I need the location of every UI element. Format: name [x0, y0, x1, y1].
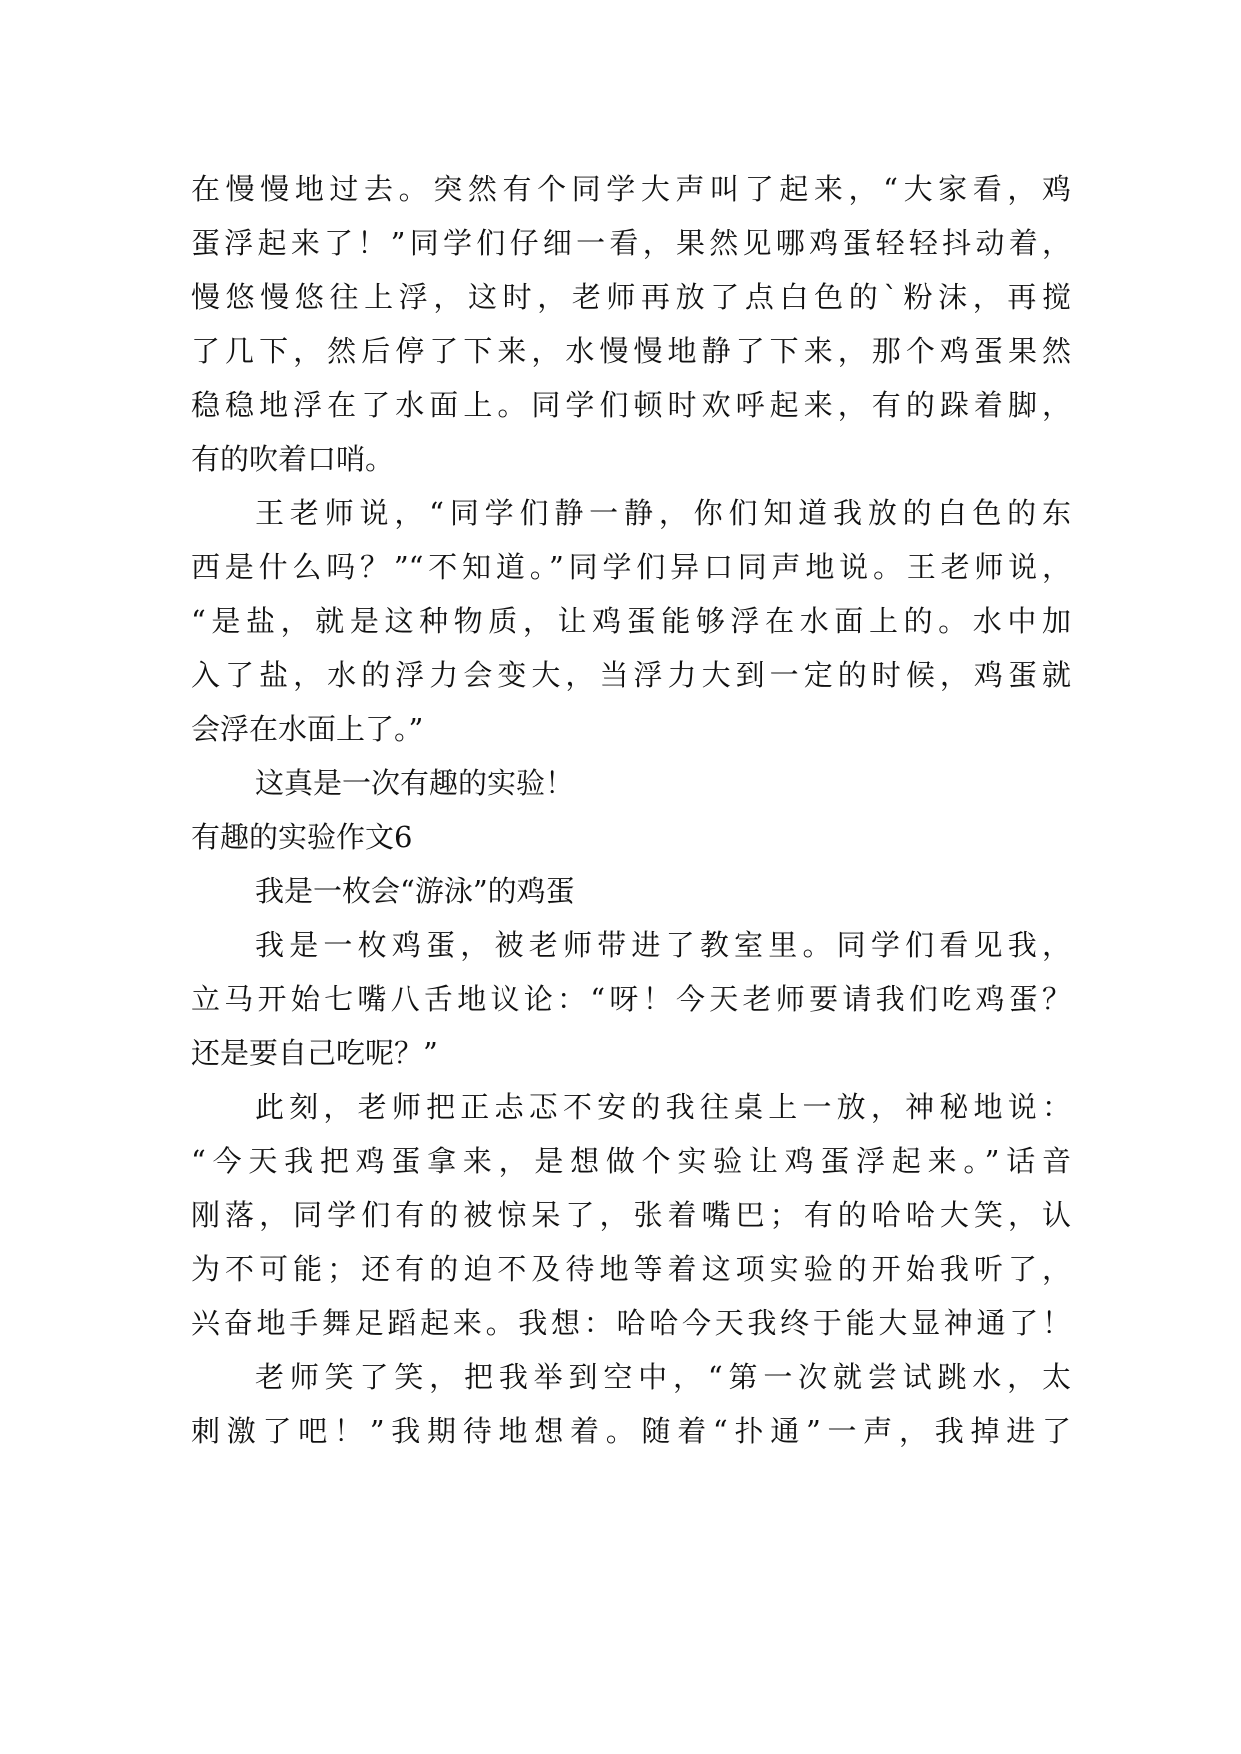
text-line: 我是一枚鸡蛋，被老师带进了教室里。同学们看见我， — [255, 928, 1071, 962]
text-line: 慢悠慢悠往上浮，这时，老师再放了点白色的`粉沫，再搅 — [191, 280, 1071, 314]
text-line: 此刻，老师把正忐忑不安的我往桌上一放，神秘地说： — [255, 1090, 1071, 1124]
text-line: 立马开始七嘴八舌地议论：“呀！今天老师要请我们吃鸡蛋？ — [191, 982, 1071, 1016]
essay-body — [191, 162, 1071, 1458]
section-heading: 有趣的实验作文6 — [191, 820, 413, 854]
text-line: 入了盐，水的浮力会变大，当浮力大到一定的时候，鸡蛋就 — [191, 658, 1071, 692]
text-line: 老师笑了笑，把我举到空中，“第一次就尝试跳水，太 — [255, 1360, 1071, 1394]
text-line: 还是要自己吃呢？” — [191, 1036, 438, 1070]
text-line: 稳稳地浮在了水面上。同学们顿时欢呼起来，有的跺着脚， — [191, 388, 1071, 422]
text-line: 刚落，同学们有的被惊呆了，张着嘴巴；有的哈哈大笑，认 — [191, 1198, 1071, 1232]
text-line: 为不可能；还有的迫不及待地等着这项实验的开始我听了， — [191, 1252, 1071, 1286]
text-line: 兴奋地手舞足蹈起来。我想：哈哈今天我终于能大显神通了！ — [191, 1306, 1071, 1340]
text-line: 刺激了吧！”我期待地想着。随着“扑通”一声，我掉进了 — [191, 1414, 1071, 1448]
text-line: 蛋浮起来了！”同学们仔细一看，果然见哪鸡蛋轻轻抖动着， — [191, 226, 1071, 260]
text-line: 会浮在水面上了。” — [191, 712, 424, 746]
text-line: 有的吹着口哨。 — [191, 442, 395, 476]
text-line: 王老师说，“同学们静一静，你们知道我放的白色的东 — [255, 496, 1071, 530]
essay-title: 我是一枚会“游泳”的鸡蛋 — [255, 874, 575, 908]
text-line: “今天我把鸡蛋拿来，是想做个实验让鸡蛋浮起来。”话音 — [191, 1144, 1071, 1178]
text-line: 这真是一次有趣的实验！ — [255, 766, 575, 800]
text-line: “是盐，就是这种物质，让鸡蛋能够浮在水面上的。水中加 — [191, 604, 1071, 638]
text-line: 了几下，然后停了下来，水慢慢地静了下来，那个鸡蛋果然 — [191, 334, 1071, 368]
text-line: 西是什么吗？”“不知道。”同学们异口同声地说。王老师说， — [191, 550, 1071, 584]
text-line: 在慢慢地过去。突然有个同学大声叫了起来，“大家看，鸡 — [191, 172, 1071, 206]
